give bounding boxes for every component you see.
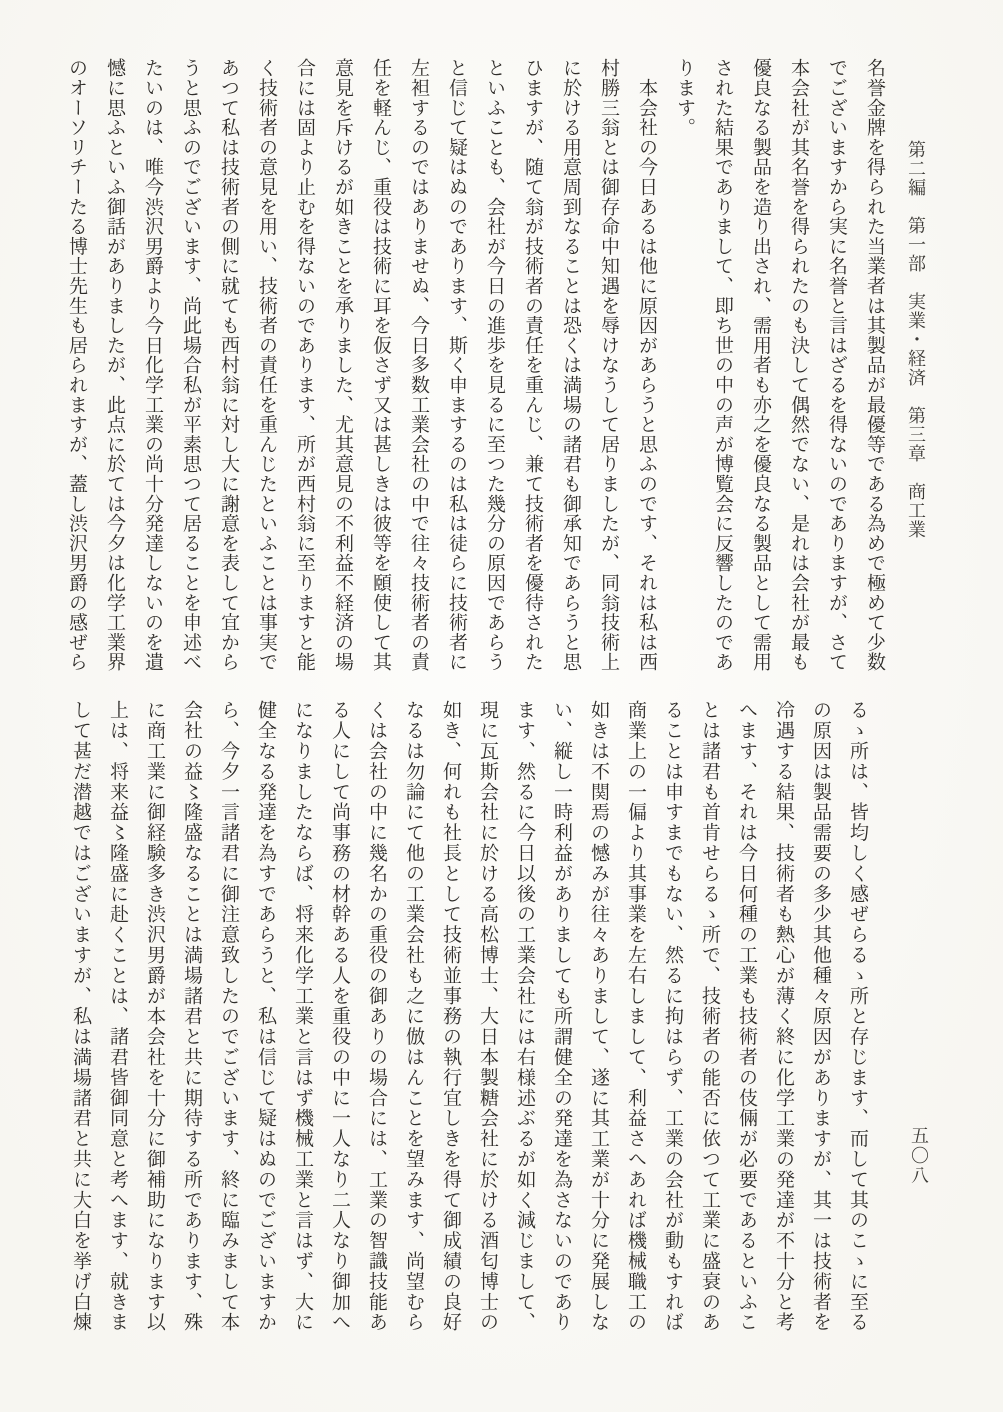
text-column: して甚だ潜越ではございますが、私は満場諸君と共に大白を挙げ白煉 — [70, 700, 91, 1333]
text-column: あつて私は技術者の側に就ても西村翁に対し大に謝意を表して宜から — [218, 58, 239, 672]
text-column: るゝ所は、皆均しく感ぜらるゝ所と存じます、而して其のこゝに至る — [847, 700, 868, 1333]
text-column: 健全なる発達を為すであらうと、私は信じて疑はぬのでございますか — [255, 700, 276, 1333]
text-column: く技術者の意見を用い、技術者の責任を重んじたといふことは事実で — [256, 58, 277, 672]
text-column: 意見を斥けるが如きことを承りました、尤其意見の不利益不経済の場 — [332, 58, 353, 672]
text-column: くは会社の中に幾名かの重役の御ありの場合には、工業の智識技能あ — [366, 700, 387, 1333]
text-column: ひますが、随て翁が技術者の責任を重んじ、兼て技術者を優待された — [522, 58, 543, 672]
text-column: のオーソリチーたる博士先生も居られますが、蓋し渋沢男爵の感ぜら — [66, 58, 87, 672]
text-column: い、縦し一時利益がありましても所謂健全の発達を為さないのであり — [551, 700, 572, 1333]
text-column: うと思ふのでございます、尚此場合私が平素思つて居ることを申述べ — [180, 58, 201, 672]
text-column: された結果でありまして、即ち世の中の声が博覧会に反響したのであ — [712, 58, 733, 672]
text-column: 上は、将来益〻隆盛に赴くことは、諸君皆御同意と考へます、就きま — [107, 700, 128, 1333]
text-column: とは諸君も首肯せらるゝ所で、技術者の能否に依つて工業に盛衰のあ — [699, 700, 720, 1333]
text-column: でございますから実に名誉と言はざるを得ないのでありますが、さて — [826, 58, 847, 672]
text-column: 憾に思ふといふ御話がありましたが、此点に於ては今夕は化学工業界 — [104, 58, 125, 672]
text-column: へます、それは今日何種の工業も技術者の伎倆が必要であるといふこ — [736, 700, 757, 1333]
text-column: 本会社が其名誉を得られたのも決して偶然でない、是れは会社が最も — [788, 58, 809, 672]
text-column: 名誉金牌を得られた当業者は其製品が最優等である為めで極めて少数 — [864, 58, 885, 672]
upper-text-block — [57, 58, 893, 680]
text-column: 如きは不関焉の憾みが往々ありまして、遂に其工業が十分に発展しな — [588, 700, 609, 1333]
text-column: と信じて疑はぬのであります、斯く申まするのは私は徒らに技術者に — [446, 58, 467, 672]
text-column: の原因は製品需要の多少其他種々原因がありますが、其一は技術者を — [810, 700, 831, 1333]
text-column: に商工業に御経験多き渋沢男爵が本会社を十分に御補助になります以 — [144, 700, 165, 1333]
text-column: ることは申すまでもない、然るに拘はらず、工業の会社が動もすれば — [662, 700, 683, 1333]
text-column: ります。 — [674, 58, 695, 138]
text-column: 合には固より止むを得ないのであります、所が西村翁に至りますと能 — [294, 58, 315, 672]
text-column: 村勝三翁とは御存命中知遇を辱けなうして居りましたが、同翁技術上 — [598, 58, 619, 672]
text-column: 商業上の一偏より其事業を左右しまして、利益さへあれば機械職工の — [625, 700, 646, 1333]
text-column: 如き、何れも社長として技術並事務の執行宜しきを得て御成績の良好 — [440, 700, 461, 1333]
text-column: ら、今夕一言諸君に御注意致したのでございます、終に臨みまして本 — [218, 700, 239, 1333]
text-column: 冷遇する結果、技術者も熱心が薄く終に化学工業の発達が不十分と考 — [773, 700, 794, 1333]
lower-text-block — [62, 700, 876, 1342]
text-column: たいのは、唯今渋沢男爵より今日化学工業の尚十分発達しないのを遺 — [142, 58, 163, 672]
text-column: 任を軽んじ、重役は技術に耳を仮さず又は甚しきは彼等を頤使して其 — [370, 58, 391, 672]
running-head: 第二編 第一部 実業・経済 第三章 商工業 — [906, 140, 926, 539]
text-column: 本会社の今日あるは他に原因があらうと思ふのです、それは私は西 — [636, 58, 657, 672]
text-column: 会社の益〻隆盛なることは満場諸君と共に期待する所であります、殊 — [181, 700, 202, 1333]
text-column: といふことも、会社が今日の進歩を見るに至つた幾分の原因であらう — [484, 58, 505, 672]
text-column: 左袒するのではありませぬ、今日多数工業会社の中で往々技術者の責 — [408, 58, 429, 672]
text-column: ます、然るに今日以後の工業会社には右様述ぶるが如く減じまして、 — [514, 700, 535, 1333]
text-column: に於ける用意周到なることは恐くは満場の諸君も御承知であらうと思 — [560, 58, 581, 672]
text-column: 優良なる製品を造り出され、需用者も亦之を優良なる製品として需用 — [750, 58, 771, 672]
text-column: 現に瓦斯会社に於ける高松博士、大日本製糖会社に於ける酒匂博士の — [477, 700, 498, 1333]
text-column: なるは勿論にて他の工業会社も之に倣はんことを望みます、尚望むら — [403, 700, 424, 1333]
page-number: 五〇八 — [909, 1126, 929, 1186]
text-column: る人にして尚事務の材幹ある人を重役の中に一人なり二人なり御加へ — [329, 700, 350, 1333]
text-column: になりましたならば、将来化学工業と言はず機械工業と言はず、大に — [292, 700, 313, 1333]
